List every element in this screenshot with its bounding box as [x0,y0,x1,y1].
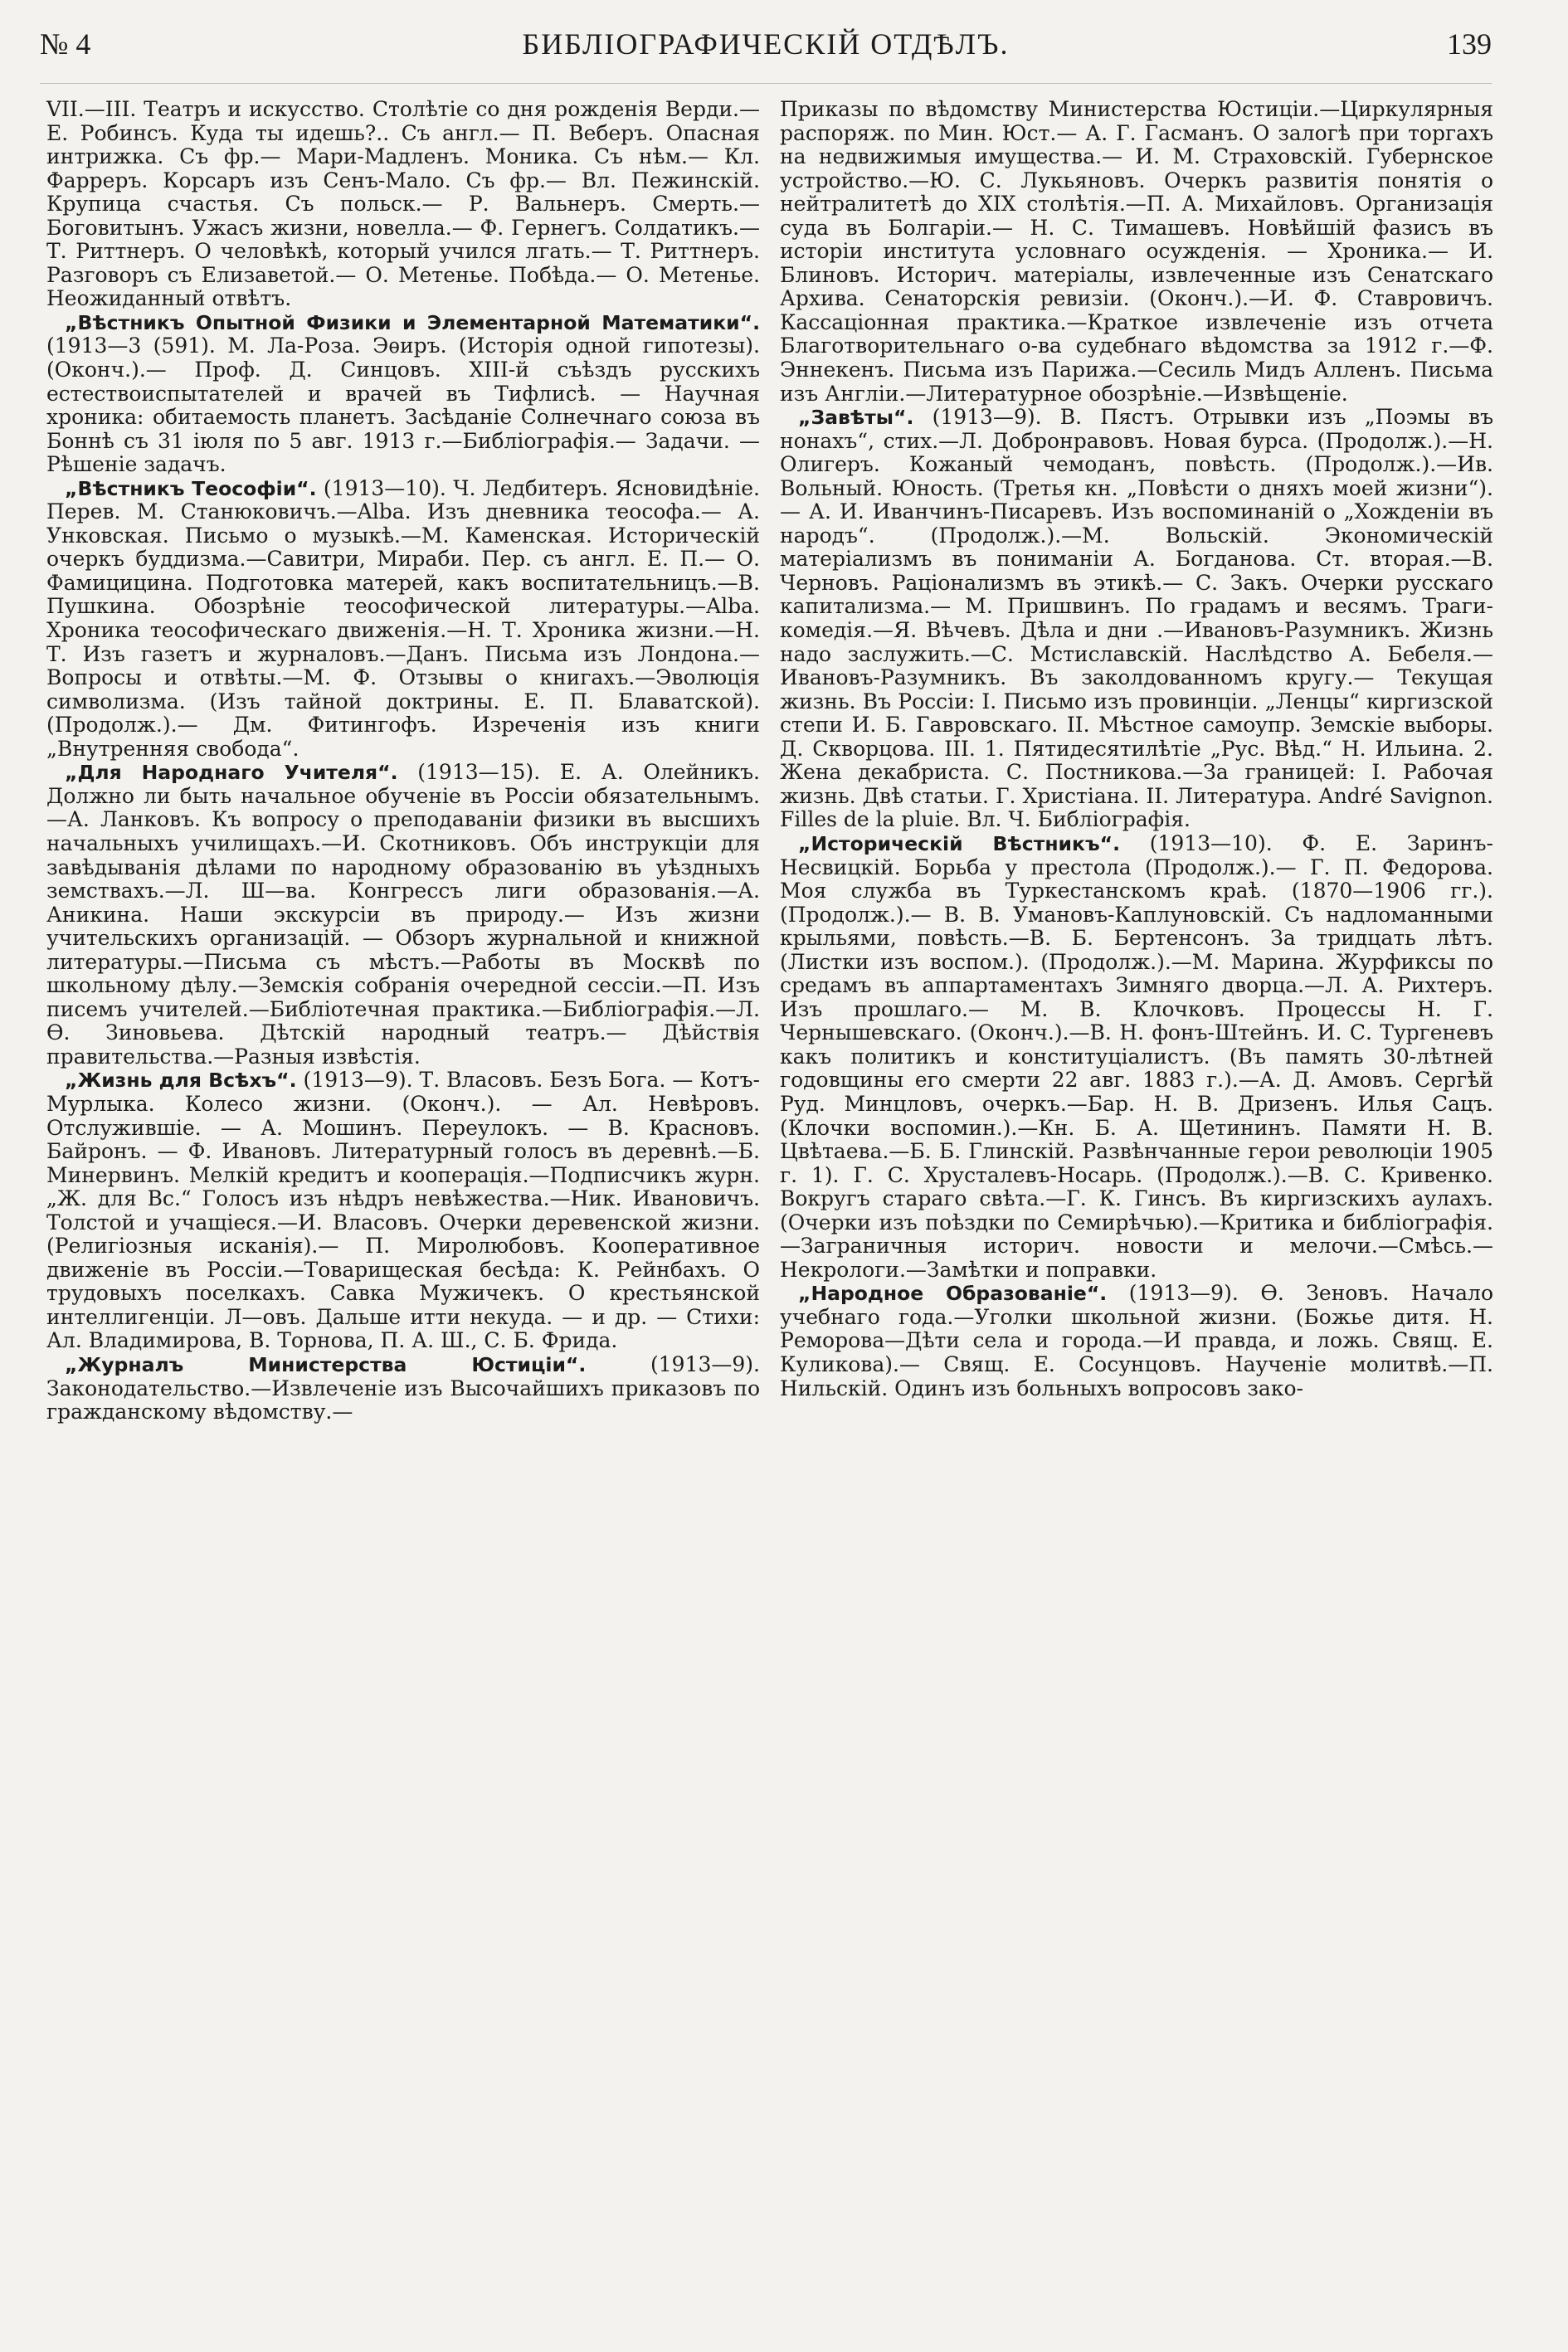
journal-entry: „Вѣстникъ Опытной Физики и Элементарной Математики“. (1913—3 (591). М. Ла-Роза. Эѳиръ. (Исторія одной гипотезы). (Оконч.).— Проф. Д. Синцовъ. XIII-й съѣздъ русскихъ естествоиспытателей и врачей въ Тифлисѣ. — Научная хроника: обитаемость планетъ. Засѣданіе Солнечнаго союза въ Боннѣ съ 31 іюля по 5 авг. 1913 г.—Библіографія.— Задачи. — Рѣшеніе задачъ. [46,310,760,477]
section-title: БИБЛІОГРАФИЧЕСКІЙ ОТДѢЛЪ. [522,27,1010,61]
journal-entry: „Народное Образованіе“. (1913—9). Ѳ. Зеновъ. Начало учебнаго года.—Уголки школьной жизни. (Божье дитя. Н. Реморова—Дѣти села и города.—И правда, и ложь. Свящ. Е. Куликова).— Свящ. Е. Сосунцовъ. Наученіе молитвѣ.—П. Нильскій. Одинъ изъ больныхъ вопросовъ зако- [780,1281,1493,1400]
journal-title: „Историческій Вѣстникъ“. [798,831,1121,855]
journal-entry: „Завѣты“. (1913—9). В. Пястъ. Отрывки изъ „Поэмы въ нонахъ“, стих.—Л. Добронравовъ. Новая бурса. (Продолж.).—Н. Олигеръ. Кожаный чемоданъ, повѣсть. (Продолж.).—Ив. Вольный. Юность. (Третья кн. „Повѣсти о дняхъ моей жизни“).— А. И. Иванчинъ-Писаревъ. Изъ воспоминаній о „Хожденіи въ народъ“. (Продолж.).—М. Вольскій. Экономическій матеріализмъ въ пониманіи А. Богданова. Ст. вторая.—В. Черновъ. Раціонализмъ въ этикѣ.— С. Закъ. Очерки русскаго капитализма.— М. Пришвинъ. По градамъ и весямъ. Траги-комедія.—Я. Вѣчевъ. Дѣла и дни .—Ивановъ-Разумникъ. Жизнь надо заслужить.—С. Мстиславскій. Наслѣдство А. Бебеля.—Ивановъ-Разумникъ. Въ заколдованномъ кругу.— Текущая жизнь. Въ Россіи: I. Письмо изъ провинціи. „Ленцы“ киргизской степи И. Б. Гавровскаго. II. Мѣстное самоупр. Земскіе выборы. Д. Скворцова. III. 1. Пятидесятилѣтіе „Рус. Вѣд.“ Н. Ильина. 2. Жена декабриста. С. Постникова.—За границей: I. Рабочая жизнь. Двѣ статьи. Г. Христіана. II. Литература. André Savignon. Filles de la pluie. Вл. Ч. Библіографія. [780,405,1493,832]
left-column [46,98,760,1424]
journal-title: „Для Народнаго Учителя“. [65,761,398,785]
journal-entry: „Историческій Вѣстникъ“. (1913—10). Ф. Е. Заринъ-Несвицкій. Борьба у престола (Продолж.).— Г. П. Федорова. Моя служба въ Туркестанскомъ краѣ. (1870—1906 гг.). (Продолж.).— В. В. Умановъ-Каплуновскій. Съ надломанными крыльями, повѣсть.—В. Б. Бертенсонъ. За тридцать лѣтъ. (Листки изъ воспом.). (Продолж.).—М. Марина. Журфиксы по средамъ въ аппартаментахъ Зимняго дворца.—Л. А. Рихтеръ. Изъ прошлаго.— М. В. Клочковъ. Процессы Н. Г. Чернышевскаго. (Оконч.).—В. Н. фонъ-Штейнъ. И. С. Тургеневъ какъ политикъ и конституціалистъ. (Въ память 30-лѣтней годовщины его смерти 22 авг. 1883 г.).—А. Д. Амовъ. Сергѣй Руд. Минцловъ, очеркъ.—Бар. Н. В. Дризенъ. Илья Сацъ. (Клочки воспомин.).—Кн. Б. А. Щетининъ. Памяти Н. В. Цвѣтаева.—Б. Б. Глинскій. Развѣнчанные герои революціи 1905 г. 1). Г. С. Хрусталевъ-Носарь. (Продолж.).—В. С. Кривенко. Вокругъ стараго свѣта.—Г. К. Гинсъ. Въ киргизскихъ аулахъ. (Очерки изъ поѣздки по Семирѣчью).—Критика и библіографія.—Заграничныя историч. новости и мелочи.—Смѣсь.—Некрологи.—Замѣтки и поправки. [780,830,1493,1282]
journal-title: „Жизнь для Всѣхъ“. [65,1069,297,1093]
journal-title: „Народное Образованіе“. [798,1282,1108,1306]
journal-entry: „Вѣстникъ Теософіи“. (1913—10). Ч. Ледбитеръ. Ясновидѣніе. Перев. М. Станюковичъ.—Alba. Изъ дневника теософа.— А. Унковская. Письмо о музыкѣ.—М. Каменская. Историческій очеркъ буддизма.—Савитри, Мираби. Пер. съ англ. Е. П.— О. Фамицицина. Подготовка матерей, какъ воспитательницъ.—В. Пушкина. Обозрѣніе теософической литературы.—Alba. Хроника теософическаго движенія.—Н. Т. Хроника жизни.—Н. Т. Изъ газетъ и журналовъ.—Данъ. Письма изъ Лондона.—Вопросы и отвѣты.—М. Ф. Отзывы о книгахъ.—Эволюція символизма. (Изъ тайной доктрины. Е. П. Блаватской). (Продолж.).— Дм. Фитингофъ. Изреченія изъ книги „Внутренняя свобода“. [46,475,760,761]
page-number: 139 [1447,27,1492,61]
entry-continued: VII.—III. Театръ и искусство. Столѣтіе со дня рожденія Верди.— Е. Робинсъ. Куда ты идешь?.. Съ англ.— П. Веберъ. Опасная интрижка. Съ фр.— Мари-Мадленъ. Моника. Съ нѣм.— Кл. Фарреръ. Корсаръ изъ Сенъ-Мало. Съ фр.— Вл. Пежинскій. Крупица счастья. Съ польск.— Р. Вальнеръ. Смерть.— Боговитынъ. Ужасъ жизни, новелла.— Ф. Гернегъ. Солдатикъ.— Т. Риттнеръ. О человѣкѣ, который учился лгать.— Т. Риттнеръ. Разговоръ съ Елизаветой.— О. Метенье. Побѣда.— О. Метенье. Неожиданный отвѣтъ. [46,97,760,311]
journal-title: „Вѣстникъ Опытной Физики и Элементарной Математики“. [65,310,760,334]
journal-title: „Журналъ Министерства Юстиціи“. [65,1352,587,1376]
journal-title: „Вѣстникъ Теософіи“. [65,476,317,500]
entry-continued: Приказы по вѣдомству Министерства Юстиціи.—Циркулярныя распоряж. по Мин. Юст.— А. Г. Гасманъ. О залогѣ при торгахъ на недвижимыя имущества.— И. М. Страховскій. Губернское устройство.—Ю. С. Лукьяновъ. Очеркъ развитія понятія о нейтралитетѣ до XIX столѣтія.—П. А. Михайловъ. Организація суда въ Болгаріи.— Н. С. Тимашевъ. Новѣйшій фазисъ въ исторіи института условнаго осужденія. — Хроника.— И. Блиновъ. Историч. матеріалы, извлеченные изъ Сенатскаго Архива. Сенаторскія ревизіи. (Оконч.).—И. Ф. Ставровичъ. Кассаціонная практика.—Краткое извлеченіе изъ отчета Благотворительнаго о-ва судебнаго вѣдомства за 1912 г.—Ф. Эннекенъ. Письма изъ Парижа.—Сесиль Мидъ Алленъ. Письма изъ Англіи.—Литературное обозрѣніе.—Извѣщеніе. [780,97,1493,406]
right-column [780,98,1493,1400]
journal-title: „Завѣты“. [798,406,914,430]
journal-entry: „Для Народнаго Учителя“. (1913—15). Е. А. Олейникъ. Должно ли быть начальное обученіе въ Россіи обязательнымъ.—А. Ланковъ. Къ вопросу о преподаваніи физики въ высшихъ начальныхъ училищахъ.—И. Скотниковъ. Объ инструкціи для завѣдыванія дѣлами по народному образованію въ уѣздныхъ земствахъ.—Л. Ш—ва. Конгрессъ лиги образованія.—А. Аникина. Наши экскурсіи въ природу.— Изъ жизни учительскихъ организацій. — Обзоръ журнальной и книжной литературы.—Письма съ мѣстъ.—Работы въ Москвѣ по школьному дѣлу.—Земскія собранія очередной сессіи.—П. Изъ писемъ учителей.—Библіотечная практика.—Библіографія.—Л. Ѳ. Зиновьева. Дѣтскій народный театръ.— Дѣйствія правительства.—Разныя извѣстія. [46,760,761,1069]
issue-number: № 4 [40,27,91,61]
journal-entry: „Жизнь для Всѣхъ“. (1913—9). Т. Власовъ. Безъ Бога. — Котъ-Мурлыка. Колесо жизни. (Оконч.). — Ал. Невѣровъ. Отслужившіе. — А. Мошинъ. Переулокъ. — В. Красновъ. Байронъ. — Ф. Ивановъ. Литературный голосъ въ деревнѣ.—Б. Минервинъ. Мелкій кредитъ и кооперація.—Подписчикъ журн. „Ж. для Вс.“ Голосъ изъ нѣдръ невѣжества.—Ник. Ивановичъ. Толстой и учащіеся.—И. Власовъ. Очерки деревенской жизни. (Религіозныя исканія).— П. Миролюбовъ. Кооперативное движеніе въ Россіи.—Товарищеская бесѣда: К. Рейнбахъ. О трудовыхъ поселкахъ. Савка Мужичекъ. О крестьянской интеллигенціи. Л—овъ. Дальше итти некуда. — и др. — Стихи: Ал. Владимирова, В. Торнова, П. А. Ш., С. Б. Фрида. [46,1068,760,1353]
journal-entry: „Журналъ Министерства Юстиціи“. (1913—9). Законодательство.—Извлеченіе изъ Высочайшихъ приказовъ по гражданскому вѣдомству.— [46,1351,760,1424]
header-divider [40,83,1492,84]
page-header [40,23,1492,70]
